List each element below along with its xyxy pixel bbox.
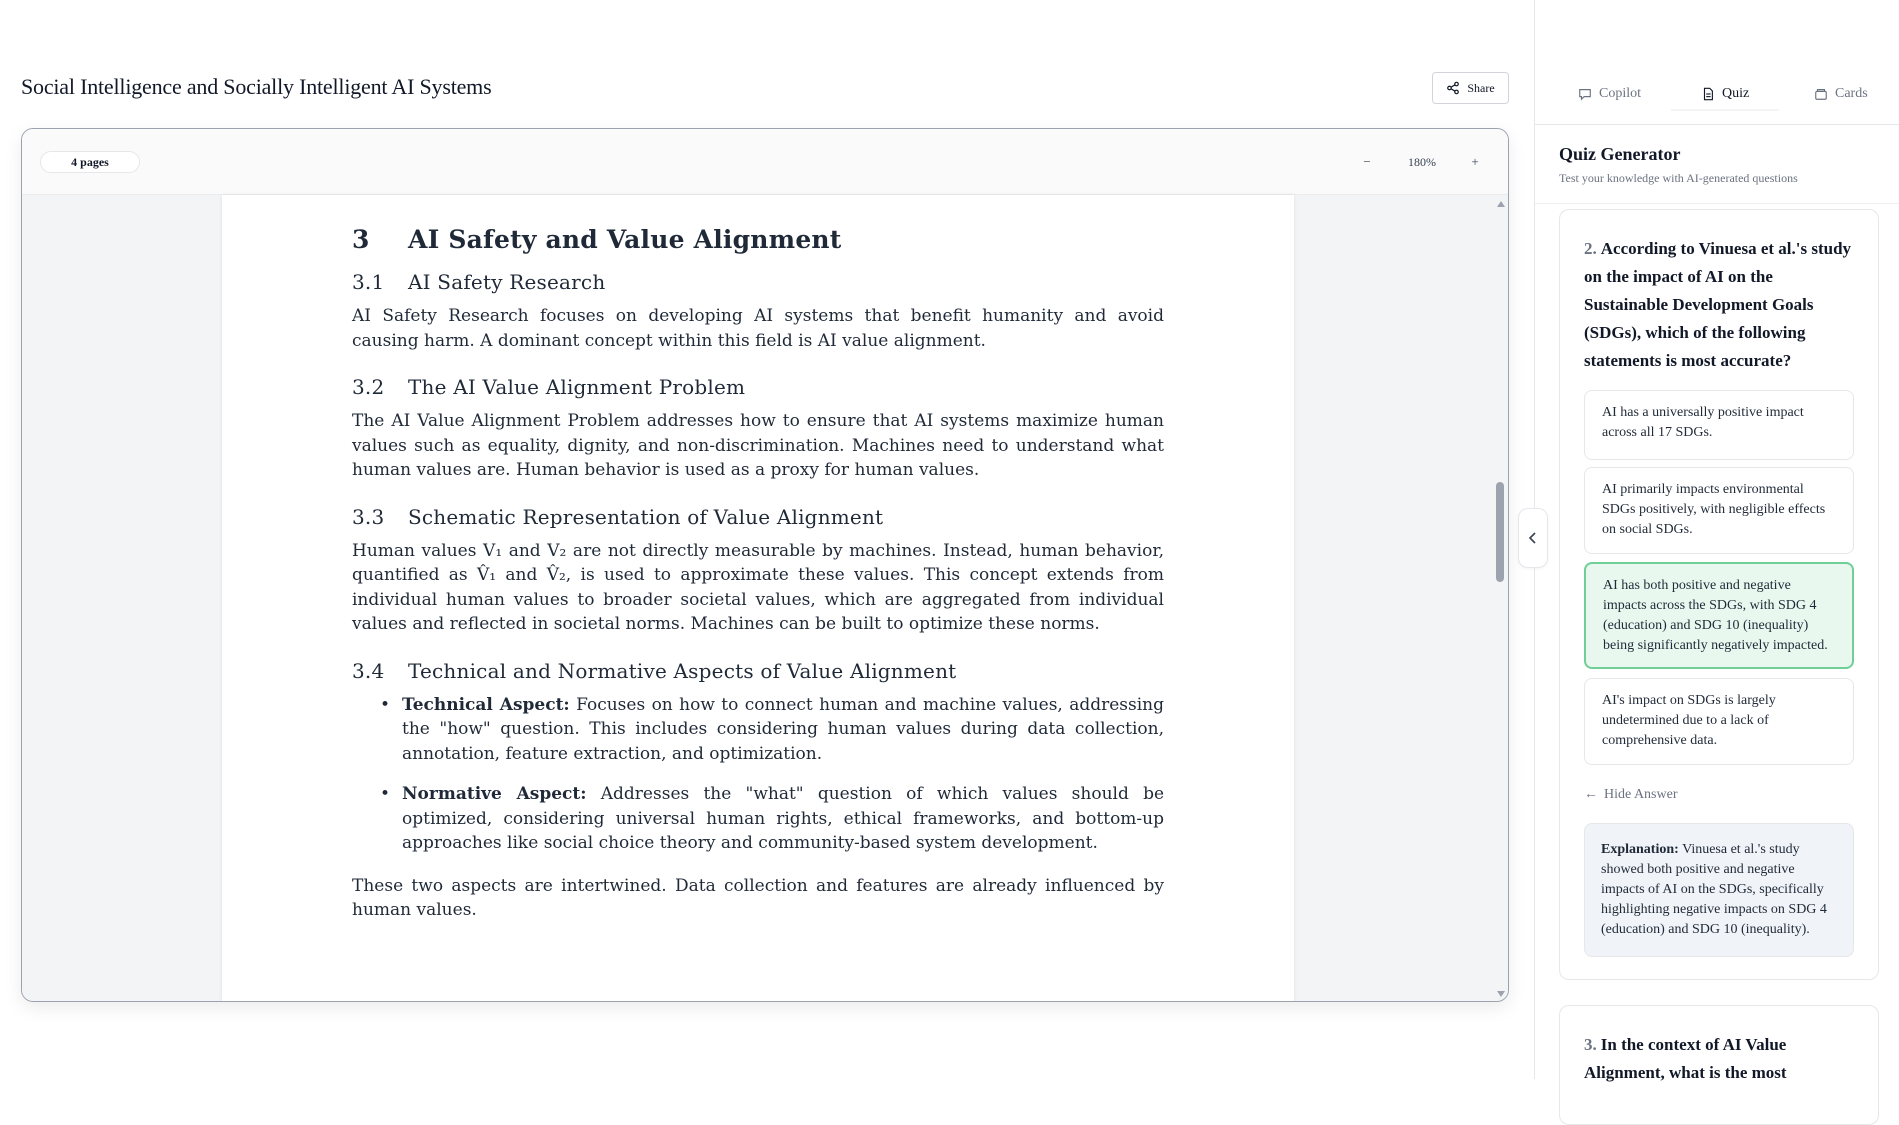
zoom-in-button[interactable]: + — [1471, 154, 1479, 169]
subsection-heading-3-2: 3.2 The AI Value Alignment Problem — [352, 375, 746, 399]
answer-option-correct[interactable]: AI has both positive and negative impacts across the SDGs, with SDG 4 (education) and SDG 10 (inequality) being significantly negatively impacted. — [1584, 562, 1854, 669]
cards-icon — [1814, 87, 1828, 101]
quiz-title: Quiz Generator — [1559, 144, 1681, 164]
tab-cards[interactable]: Cards — [1814, 79, 1868, 109]
paragraph-3-1: AI Safety Research focuses on developing AI systems that benefit humanity and avoid causing harm. A dominant concept within this field is AI value alignment. — [352, 306, 1164, 351]
active-tab-indicator — [1671, 109, 1779, 111]
page-content — [352, 225, 1164, 945]
share-label: Share — [1467, 80, 1495, 95]
share-icon — [1446, 81, 1460, 95]
document-icon — [1701, 87, 1715, 101]
answer-option[interactable]: AI's impact on SDGs is largely undetermined due to a lack of comprehensive data. — [1584, 678, 1854, 765]
divider — [1535, 203, 1899, 204]
quiz-header — [1559, 144, 1798, 186]
study-sidebar — [1534, 0, 1899, 1082]
quiz-subtitle: Test your knowledge with AI-generated questions — [1559, 171, 1798, 185]
collapse-sidebar-button[interactable] — [1518, 508, 1548, 568]
answer-option[interactable]: AI has a universally positive impact across all 17 SDGs. — [1584, 390, 1854, 460]
question-text: 2. According to Vinuesa et al.'s study on the impact of AI on the Sustainable Development Goals (SDGs), which of the following statements is most accurate? — [1584, 239, 1852, 370]
page-count-badge: 4 pages — [40, 151, 140, 173]
answer-option[interactable]: AI primarily impacts environmental SDGs positively, with negligible effects on social SDGs. — [1584, 467, 1854, 554]
subsection-heading-3-4: 3.4 Technical and Normative Aspects of Value Alignment — [352, 658, 957, 683]
subsection-heading-3-3: 3.3 Schematic Representation of Value Alignment — [352, 504, 884, 529]
explanation-label: Explanation: — [1601, 842, 1679, 857]
chat-icon — [1578, 87, 1592, 101]
viewer-toolbar — [22, 129, 1508, 195]
viewer-body — [22, 195, 1508, 1002]
zoom-out-button[interactable]: − — [1363, 154, 1371, 169]
explanation-text: Vinuesa et al.'s study showed both positive and negative impacts of AI on the SDGs, specifically highlighting negative impacts on SDG 4 (education) and SDG 10 (inequality). — [1601, 842, 1827, 937]
tab-copilot[interactable]: Copilot — [1578, 79, 1641, 109]
scroll-down-arrow[interactable] — [1497, 991, 1505, 997]
arrow-left-icon: ← — [1584, 787, 1598, 802]
document-title: Social Intelligence and Socially Intelligent AI Systems — [21, 74, 492, 99]
question-number: 2. — [1584, 239, 1597, 258]
zoom-level: 180% — [1408, 155, 1436, 169]
closing-paragraph: These two aspects are intertwined. Data collection and features are already influenced by human values. — [352, 875, 1164, 920]
tab-quiz[interactable]: Quiz — [1701, 79, 1749, 109]
subsection-heading-3-1: 3.1 AI Safety Research — [352, 270, 606, 294]
share-button[interactable] — [1432, 72, 1509, 104]
aspects-list — [352, 693, 1164, 856]
list-item: • Normative Aspect: Addresses the "what" question of which values should be optimized, considering universal human rights, ethical frameworks, and bottom-up approaches like social choice theory and community-based system development. — [352, 782, 1164, 856]
scroll-up-arrow[interactable] — [1497, 201, 1505, 207]
sidebar-tabs — [1535, 65, 1899, 125]
question-card — [1559, 1005, 1879, 1125]
paragraph-3-2: The AI Value Alignment Problem addresses how to ensure that AI systems maximize human values such as equality, dignity, and non-discrimination. Machines need to understand what human values are. Human behavior is used as a proxy for human values. — [352, 411, 1164, 480]
pdf-viewer — [21, 128, 1509, 1002]
question-number: 3. — [1584, 1035, 1597, 1054]
question-card — [1559, 209, 1879, 980]
section-heading: 3 AI Safety and Value Alignment — [352, 225, 842, 254]
hide-answer-button[interactable]: ← Hide Answer — [1584, 787, 1678, 802]
chevron-left-icon — [1527, 531, 1539, 545]
paragraph-3-3: Human values V₁ and V₂ are not directly measurable by machines. Instead, human behavior, quantified as V̂₁ and V̂₂, is used to approximate these values. This concept extends from individual human values to broader societal values, which are aggregated from individual values and reflected in societal norms. Machines can be built to optimize these norms. — [352, 540, 1164, 634]
list-item: • Technical Aspect: Focuses on how to connect human and machine values, addressing the "how" question. This includes considering human values during data collection, annotation, feature extraction, and optimization. — [352, 693, 1164, 767]
pdf-page — [222, 195, 1294, 1002]
scrollbar-thumb[interactable] — [1496, 482, 1504, 582]
question-text: 3. In the context of AI Value Alignment, what is the most — [1584, 1035, 1787, 1082]
explanation-box — [1584, 823, 1854, 957]
